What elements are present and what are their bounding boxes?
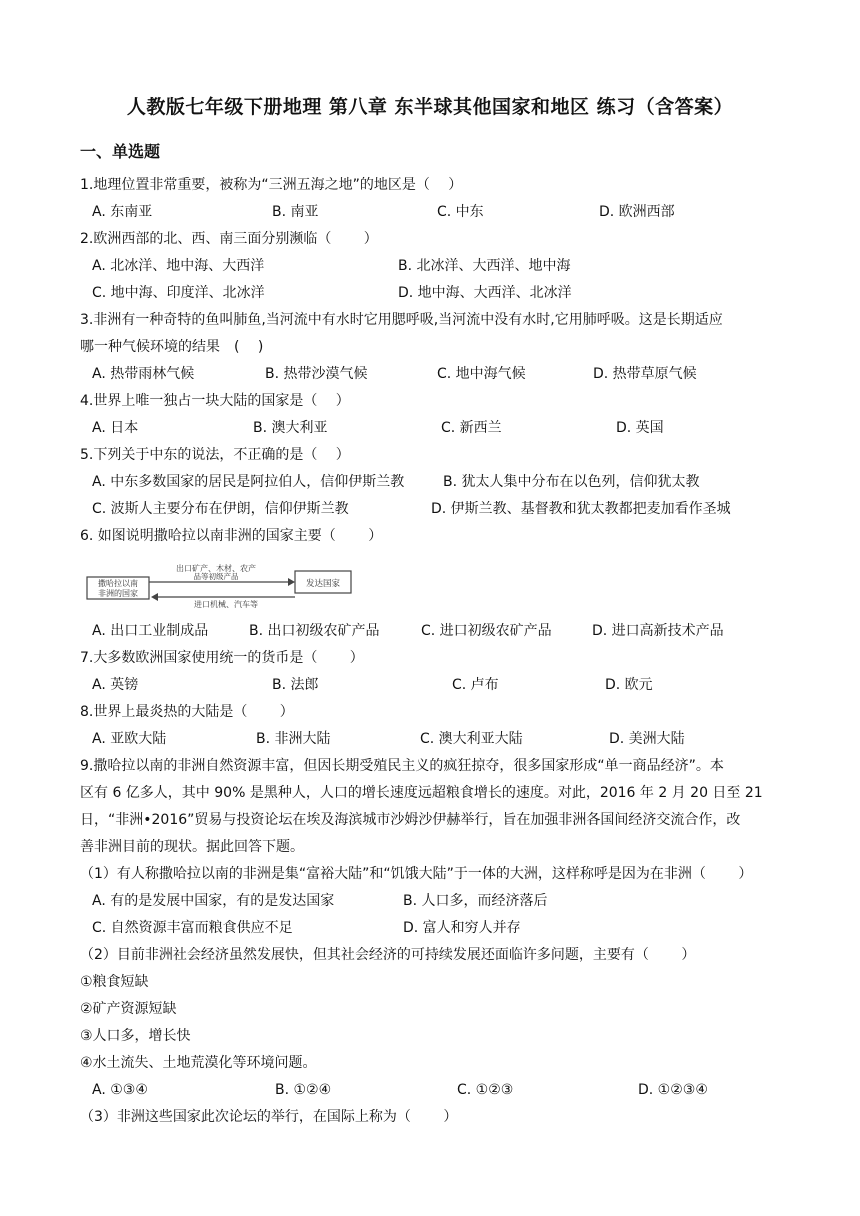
q7-option-d: D. 欧元	[605, 677, 653, 693]
question-9-paragraph-4: 善非洲目前的现状。据此回答下题。	[80, 839, 304, 855]
question-4-stem: 4.世界上唯一独占一块大陆的国家是（ ）	[80, 393, 350, 409]
q7-option-a: A. 英镑	[92, 677, 139, 693]
q2-option-b: B. 北冰洋、大西洋、地中海	[398, 258, 571, 274]
diagram-import-arrowhead	[151, 593, 158, 601]
q9-sub1-option-c: C. 自然资源丰富而粮食供应不足	[92, 920, 293, 936]
question-8-stem: 8.世界上最炎热的大陆是（ ）	[80, 704, 294, 720]
diagram-right-box-label: 发达国家	[305, 579, 341, 589]
section-heading: 一、单选题	[80, 142, 161, 161]
q2-option-a: A. 北冰洋、地中海、大西洋	[92, 258, 265, 274]
q5-option-a: A. 中东多数国家的居民是阿拉伯人，信仰伊斯兰教	[92, 474, 405, 490]
diagram-export-label-1: 出口矿产、木材、农产	[176, 564, 256, 573]
q9-sub2-item-1: ①粮食短缺	[80, 974, 149, 990]
q2-option-c: C. 地中海、印度洋、北冰洋	[92, 285, 265, 301]
q9-sub2-option-b: B. ①②④	[275, 1082, 332, 1098]
q1-option-d: D. 欧洲西部	[599, 204, 675, 220]
q3-option-c: C. 地中海气候	[437, 366, 526, 382]
question-7-stem: 7.大多数欧洲国家使用统一的货币是（ ）	[80, 650, 364, 666]
q8-option-d: D. 美洲大陆	[609, 731, 685, 747]
q9-sub2-item-4: ④水土流失、土地荒漠化等环境问题。	[80, 1055, 317, 1071]
q9-sub2-option-d: D. ①②③④	[638, 1082, 708, 1098]
question-2-stem: 2.欧洲西部的北、西、南三面分别濒临（ ）	[80, 231, 378, 247]
q8-option-a: A. 亚欧大陆	[92, 731, 167, 747]
q7-option-b: B. 法郎	[272, 677, 319, 693]
question-3-stem: 3.非洲有一种奇特的鱼叫肺鱼,当河流中有水时它用腮呼吸,当河流中没有水时,它用肺呼吸。这是长期适应	[80, 312, 723, 328]
q9-sub1-option-d: D. 富人和穷人并存	[403, 920, 521, 936]
question-9-paragraph-1: 9.撒哈拉以南的非洲自然资源丰富，但因长期受殖民主义的疯狂掠夺，很多国家形成“单一商品经济”。本	[80, 758, 724, 774]
diagram-export-arrowhead	[288, 578, 295, 586]
q9-sub2-option-c: C. ①②③	[457, 1082, 514, 1098]
q1-option-b: B. 南亚	[272, 204, 319, 220]
diagram-export-label-2: 品等初级产品	[193, 572, 239, 581]
q9-sub2-item-3: ③人口多，增长快	[80, 1028, 191, 1044]
q7-option-c: C. 卢布	[452, 677, 499, 693]
q5-option-d: D. 伊斯兰教、基督教和犹太教都把麦加看作圣城	[431, 501, 731, 517]
question-6-stem: 6. 如图说明撒哈拉以南非洲的国家主要（ ）	[80, 528, 383, 544]
q8-option-c: C. 澳大利亚大陆	[420, 731, 523, 747]
q3-option-a: A. 热带雨林气候	[92, 366, 195, 382]
q9-sub1-option-a: A. 有的是发展中国家，有的是发达国家	[92, 893, 335, 909]
q9-sub1-stem: （1）有人称撒哈拉以南的非洲是集“富裕大陆”和“饥饿大陆”于一体的大洲，这样称呼是因为在非洲（ ）	[80, 866, 753, 882]
question-9-paragraph-2: 区有 6 亿多人，其中 90% 是黑种人，人口的增长速度远超粮食增长的速度。对此，2016 年 2 月 20 日至 21	[80, 785, 763, 801]
q5-option-b: B. 犹太人集中分布在以色列，信仰犹太教	[443, 474, 700, 490]
question-5-stem: 5.下列关于中东的说法，不正确的是（ ）	[80, 447, 350, 463]
q6-option-d: D. 进口高新技术产品	[592, 623, 724, 639]
q9-sub2-item-2: ②矿产资源短缺	[80, 1001, 177, 1017]
q1-option-c: C. 中东	[437, 204, 484, 220]
q9-sub3-stem: （3）非洲这些国家此次论坛的举行，在国际上称为（ ）	[80, 1109, 458, 1125]
question-3-stem-cont: 哪一种气候环境的结果 ( )	[80, 339, 264, 355]
q9-sub2-stem: （2）目前非洲社会经济虽然发展快，但其社会经济的可持续发展还面临许多问题，主要有（ ）	[80, 947, 696, 963]
q6-option-c: C. 进口初级农矿产品	[421, 623, 552, 639]
question-1-stem: 1.地理位置非常重要，被称为“三洲五海之地”的地区是（ ）	[80, 177, 463, 193]
diagram-left-box-label-line2: 非洲的国家	[98, 589, 138, 598]
q9-sub2-option-a: A. ①③④	[92, 1082, 148, 1098]
q5-option-c: C. 波斯人主要分布在伊朗，信仰伊斯兰教	[92, 501, 349, 517]
question-9-paragraph-3: 日，“非洲•2016”贸易与投资论坛在埃及海滨城市沙姆沙伊赫举行，旨在加强非洲各国间经济交流合作，改	[80, 812, 741, 828]
diagram-left-box-label-line1: 撒哈拉以南	[98, 579, 138, 588]
trade-flow-diagram	[86, 563, 356, 609]
q4-option-b: B. 澳大利亚	[253, 420, 328, 436]
q8-option-b: B. 非洲大陆	[256, 731, 331, 747]
q4-option-d: D. 英国	[616, 420, 664, 436]
document-title: 人教版七年级下册地理 第八章 东半球其他国家和地区 练习（含答案）	[126, 96, 734, 118]
q6-option-b: B. 出口初级农矿产品	[249, 623, 380, 639]
q4-option-a: A. 日本	[92, 420, 139, 436]
q1-option-a: A. 东南亚	[92, 204, 153, 220]
q9-sub1-option-b: B. 人口多，而经济落后	[403, 893, 548, 909]
q4-option-c: C. 新西兰	[441, 420, 502, 436]
q3-option-b: B. 热带沙漠气候	[265, 366, 368, 382]
q3-option-d: D. 热带草原气候	[593, 366, 697, 382]
diagram-import-label: 进口机械、汽车等	[194, 600, 258, 609]
q2-option-d: D. 地中海、大西洋、北冰洋	[398, 285, 572, 301]
q6-option-a: A. 出口工业制成品	[92, 623, 209, 639]
